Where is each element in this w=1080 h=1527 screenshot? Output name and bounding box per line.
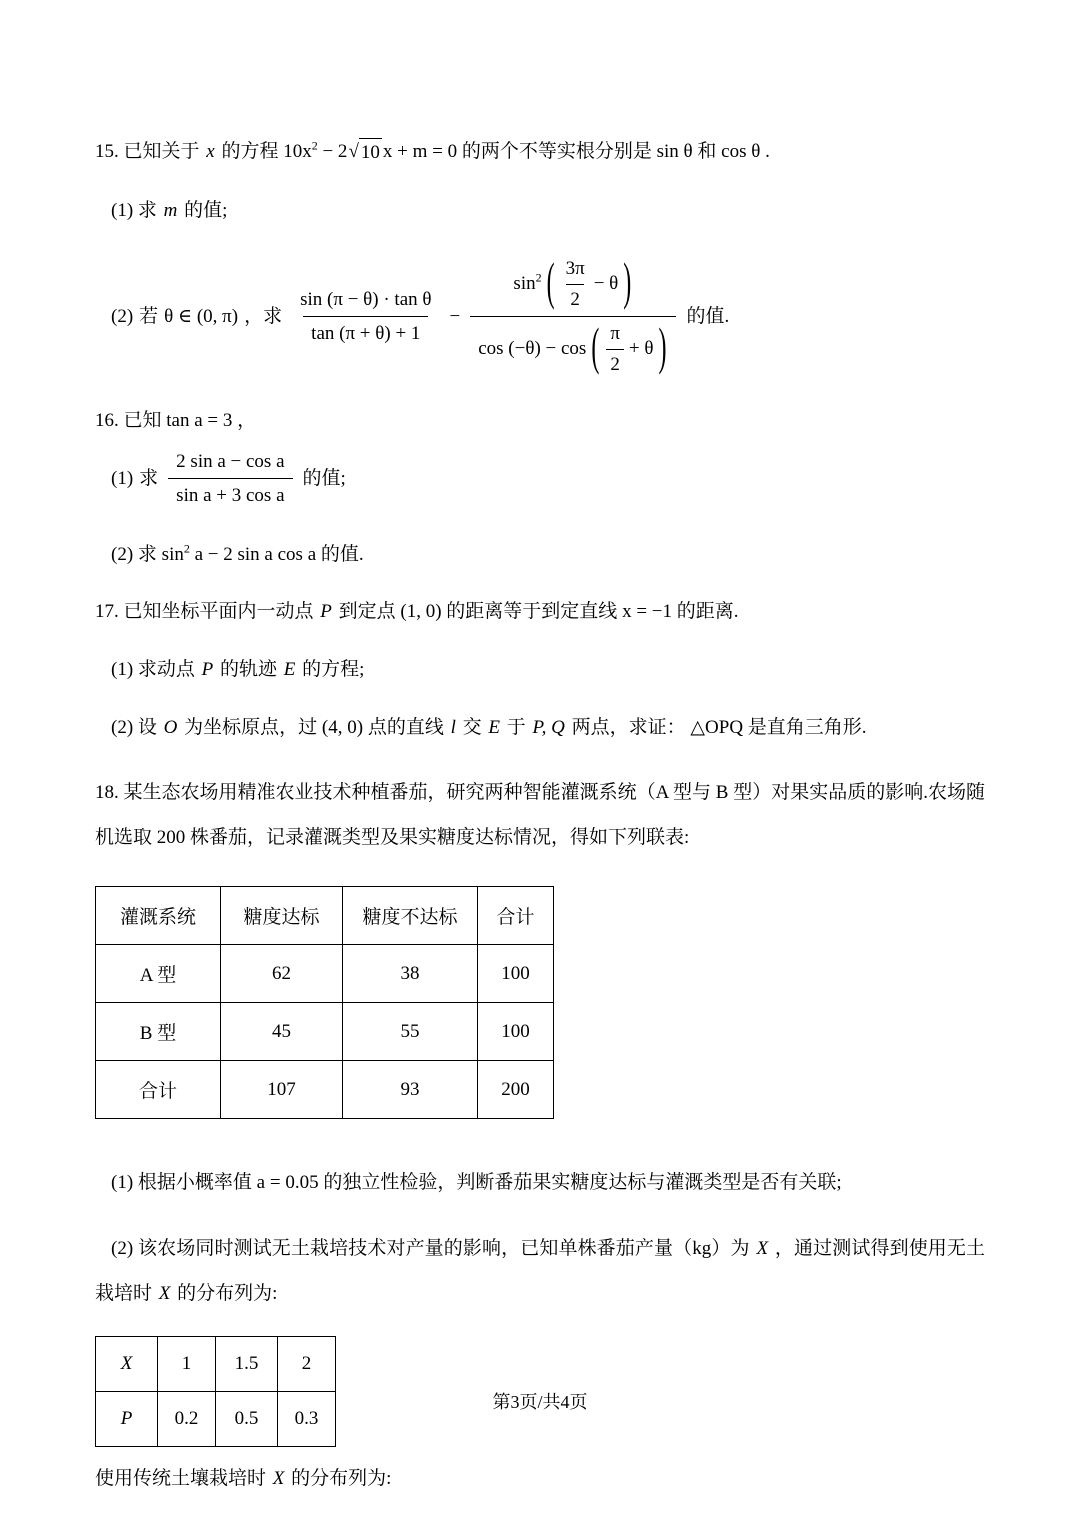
- q16-stem-text-2: ，: [237, 410, 257, 432]
- q15-part2-label: (2): [111, 305, 134, 327]
- q18-var-x: X: [158, 1282, 171, 1304]
- q16-part2-label: (2): [111, 543, 134, 565]
- q17-stem-text-4: 的距离.: [676, 601, 739, 623]
- q17-point-4-0: (4, 0): [321, 716, 364, 738]
- q15-part2: [95, 254, 985, 379]
- q15-equation-part-a: 10x: [283, 141, 312, 162]
- q17-line-equation: x = −1: [622, 601, 672, 623]
- q15-root-1: sin θ: [656, 141, 693, 162]
- q17-part2: [95, 714, 985, 742]
- q17-stem-text-1: 17. 已知坐标平面内一动点: [95, 601, 314, 623]
- table-header-cell: 灌溉系统: [96, 887, 221, 945]
- q16-part1-text-2: 的值;: [302, 468, 346, 490]
- q15-part2-text-2: ，求: [244, 305, 283, 327]
- q17-var-l: l: [450, 716, 456, 738]
- table-cell: B 型: [96, 1003, 221, 1061]
- q17-fixed-point: (1, 0): [400, 601, 442, 623]
- table-header-cell: 糖度不达标: [343, 887, 478, 945]
- q16-stem: [95, 407, 985, 435]
- q17-part2-text-6: 两点，求证：: [571, 716, 686, 738]
- q16-part1-label: (1): [111, 468, 134, 490]
- contingency-table: [95, 886, 554, 1119]
- q17-part1: [95, 656, 985, 684]
- q15-equation: [283, 138, 458, 163]
- q16-fraction-denominator: sin a + 3 cos a: [168, 478, 292, 511]
- q15-frac2-fn-name: sin: [513, 273, 536, 295]
- q15-inner-fraction-2-numerator: π: [610, 323, 620, 345]
- q17-part2-text-2: 为坐标原点，过: [184, 716, 318, 738]
- q17-var-p: P: [201, 659, 214, 681]
- q17-var-o: O: [163, 716, 178, 738]
- table-row: [96, 1337, 336, 1392]
- table-header-row: [96, 887, 554, 945]
- table-cell: 0.5: [216, 1392, 278, 1447]
- q15-stem: [95, 138, 985, 167]
- table-cell: 1.5: [216, 1337, 278, 1392]
- q16-part2-exponent: 2: [183, 541, 190, 556]
- q15-frac2-num-tail: − θ: [593, 273, 619, 295]
- q15-frac2-den-tail: + θ: [628, 338, 654, 360]
- q15-var-x: x: [206, 141, 215, 162]
- q17-part1-text-1: 求动点: [137, 659, 195, 681]
- table-row: [96, 1003, 554, 1061]
- q18-part2-label: (2): [111, 1237, 134, 1259]
- q15-inner-fraction-2-denominator: 2: [606, 349, 624, 379]
- table-cell: 100: [478, 945, 554, 1003]
- q15-equation-part-b: − 2: [322, 141, 348, 162]
- q17-stem-text-2: 到定点: [338, 601, 396, 623]
- page-footer: 第3页/共4页: [492, 1392, 588, 1412]
- q15-part1-text-1: 求: [137, 199, 157, 221]
- q15-part2-text-3: 的值.: [686, 305, 730, 327]
- table-cell: 合计: [96, 1061, 221, 1119]
- q18-part1: [95, 1169, 985, 1197]
- q18-part2-text-1: 该农场同时测试无土栽培技术对产量的影响，已知单株番茄产量（kg）为: [138, 1237, 750, 1259]
- table-cell: 2: [278, 1337, 336, 1392]
- q17-var-e: E: [488, 716, 500, 738]
- q17-part2-text-4: 交: [462, 716, 482, 738]
- sqrt-radicand: 10: [359, 138, 382, 167]
- table-cell: 38: [343, 945, 478, 1003]
- q15-inner-fraction-1-numerator: 3π: [565, 258, 585, 280]
- q15-frac2-exponent: 2: [535, 271, 542, 286]
- q15-fraction-2: [470, 254, 676, 379]
- q15-fraction-1-numerator: sin (π − θ) · tan θ: [300, 288, 432, 310]
- q18-part2-text-2: ，通过测试得到使用无土栽培时: [95, 1237, 986, 1304]
- q15-part1: [95, 197, 985, 225]
- q15-fraction-2-numerator: [505, 254, 641, 316]
- q15-stem-text-2: 的方程: [221, 141, 279, 162]
- q16-part2-expression-rest: a − 2 sin a cos a: [194, 543, 317, 565]
- q15-stem-text-4: 和: [697, 141, 717, 162]
- q16-part2-text-1: 求: [137, 543, 157, 565]
- table-cell: 0.3: [278, 1392, 336, 1447]
- q17-part2-text-3: 点的直线: [367, 716, 444, 738]
- q17-triangle-opq: △OPQ: [690, 716, 744, 738]
- q17-part2-label: (2): [111, 716, 134, 738]
- q15-stem-text-3: 的两个不等实根分别是: [461, 141, 652, 162]
- left-paren-icon: (: [546, 255, 555, 312]
- q17-part2-text-5: 于: [506, 716, 526, 738]
- table-cell: 1: [158, 1337, 216, 1392]
- q15-root-2: cos θ: [721, 141, 761, 162]
- q16-part2-expression: [161, 541, 317, 565]
- q17-vars-pq: P, Q: [532, 716, 565, 738]
- q18-alpha-value: a = 0.05: [256, 1172, 319, 1194]
- q16-fraction: [168, 447, 292, 511]
- right-paren-icon: ): [658, 320, 667, 377]
- q15-frac2-fn: [513, 270, 541, 298]
- q17-stem: [95, 598, 985, 626]
- q17-part1-text-2: 的轨迹: [220, 659, 278, 681]
- sqrt-radical: [348, 138, 381, 167]
- table-header-cell: 糖度达标: [221, 887, 343, 945]
- q18-tail: [95, 1465, 985, 1493]
- q15-var-m: m: [163, 199, 178, 221]
- table-row: [96, 1061, 554, 1119]
- q17-var-p: P: [320, 601, 332, 623]
- table-row: [96, 945, 554, 1003]
- q15-inner-fraction-1-denominator: 2: [566, 284, 584, 314]
- minus-sign: −: [449, 305, 461, 327]
- table-cell: 93: [343, 1061, 478, 1119]
- table-cell: 200: [478, 1061, 554, 1119]
- q16-stem-text-1: 16. 已知: [95, 410, 162, 432]
- table-cell: X: [96, 1337, 158, 1392]
- q18-part2: [95, 1227, 985, 1316]
- q15-inner-fraction-1: [562, 255, 589, 313]
- table-cell: 107: [221, 1061, 343, 1119]
- q18-part1-label: (1): [111, 1172, 134, 1194]
- q18-var-x: X: [756, 1237, 769, 1259]
- table-cell: P: [96, 1392, 158, 1447]
- q15-stem-text-1: 15. 已知关于: [95, 141, 200, 162]
- q15-part2-condition: θ ∈ (0, π): [164, 305, 239, 327]
- q15-equation-part-c: x + m = 0: [382, 141, 458, 162]
- q18-stem: 18. 某生态农场用精准农业技术种植番茄，研究两种智能灌溉系统（A 型与 B 型）对果实品质的影响.农场随机选取 200 株番茄，记录灌溉类型及果实糖度达标情况，得如下列联表:: [95, 782, 985, 848]
- table-cell: 45: [221, 1003, 343, 1061]
- q18-part1-text-2: 的独立性检验，判断番茄果实糖度达标与灌溉类型是否有关联;: [323, 1172, 842, 1194]
- q15-stem-text-5: .: [765, 141, 770, 162]
- sqrt-symbol-icon: √: [348, 141, 359, 162]
- q18-tail-text-1: 使用传统土壤栽培时: [95, 1468, 267, 1490]
- q16-part2-text-2: 的值.: [320, 543, 364, 565]
- table-cell: 62: [221, 945, 343, 1003]
- left-paren-icon: (: [591, 320, 600, 377]
- q15-part2-text-1: 若: [139, 305, 159, 327]
- q18-var-x: X: [272, 1468, 285, 1490]
- q15-inner-fraction-2: [606, 320, 624, 378]
- q17-part1-label: (1): [111, 659, 134, 681]
- q17-stem-text-3: 的距离等于到定直线: [446, 601, 618, 623]
- q15-fraction-2-denominator: [470, 316, 676, 379]
- q15-part1-text-2: 的值;: [184, 199, 228, 221]
- q17-part2-text-1: 设: [137, 716, 157, 738]
- q16-given: tan a = 3: [166, 410, 233, 432]
- q15-equation-exponent: 2: [311, 138, 318, 153]
- q15-fraction-1: [292, 285, 439, 349]
- q16-part1-text-1: 求: [139, 468, 159, 490]
- table-cell: A 型: [96, 945, 221, 1003]
- q16-part1: [95, 447, 985, 511]
- q18-tail-text-2: 的分布列为:: [291, 1468, 392, 1490]
- table-cell: 100: [478, 1003, 554, 1061]
- q18-part1-text-1: 根据小概率值: [137, 1172, 252, 1194]
- q17-part2-text-7: 是直角三角形.: [747, 716, 867, 738]
- table-header-cell: 合计: [478, 887, 554, 945]
- q16-part2-fn-name: sin: [161, 543, 184, 565]
- q16-part2: [95, 541, 985, 569]
- right-paren-icon: ): [623, 255, 632, 312]
- q15-fraction-1-denominator: tan (π + θ) + 1: [303, 316, 428, 349]
- q18-part2-text-3: 的分布列为:: [177, 1282, 278, 1304]
- q15-frac2-den-head: cos (−θ) − cos: [478, 338, 587, 360]
- q17-var-e: E: [283, 659, 296, 681]
- table-cell: 55: [343, 1003, 478, 1061]
- q15-part1-label: (1): [111, 199, 134, 221]
- q17-part1-text-3: 的方程;: [302, 659, 365, 681]
- table-cell: 0.2: [158, 1392, 216, 1447]
- q16-fraction-numerator: 2 sin a − cos a: [176, 450, 285, 472]
